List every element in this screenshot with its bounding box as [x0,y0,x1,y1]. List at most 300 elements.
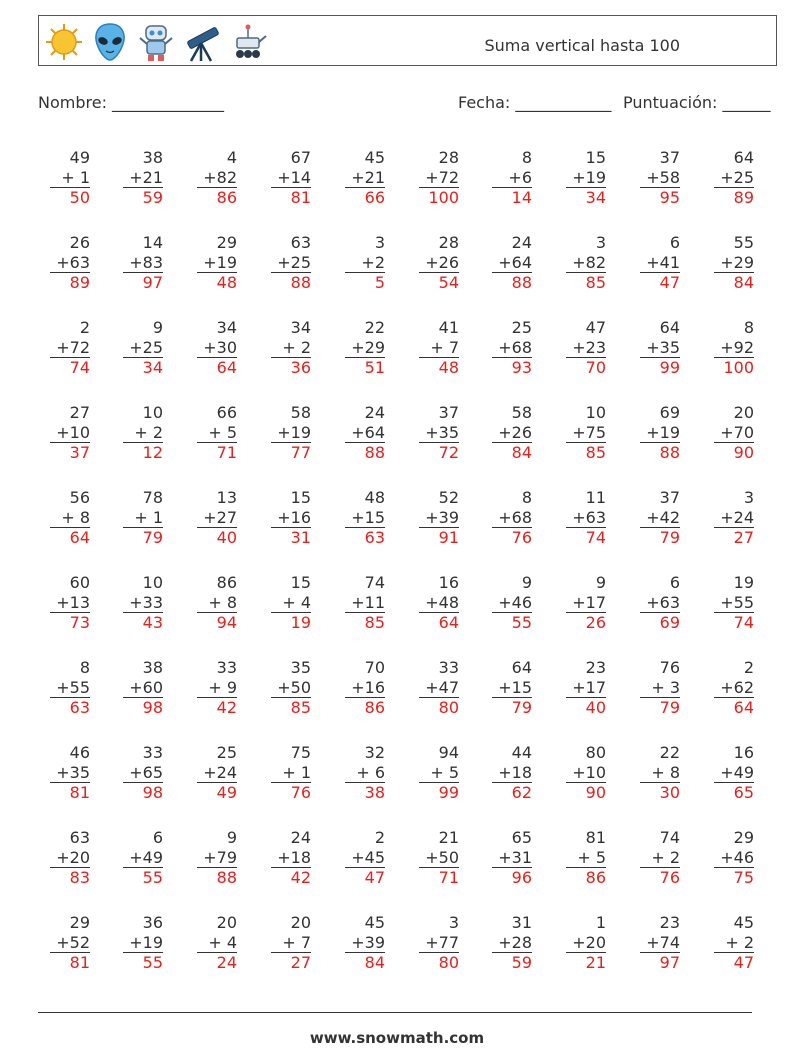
answer: 86 [585,868,606,887]
addend-bottom: +39 [419,508,459,529]
answer: 85 [364,613,385,632]
addend-bottom: +15 [345,508,385,529]
answer: 90 [733,443,754,462]
addend-top: 29 [733,828,754,847]
answer: 89 [69,273,90,292]
addend-bottom: +25 [271,253,311,274]
addition-problem [714,403,754,463]
addend-bottom: +55 [50,678,90,699]
worksheet-header [38,15,777,66]
addend-bottom: +46 [714,848,754,869]
answer: 99 [659,358,680,377]
problem-row [38,488,777,568]
addition-problem [345,828,385,888]
addition-problem [566,488,606,548]
answer: 34 [585,188,606,207]
answer: 51 [364,358,385,377]
addition-problem [50,318,90,378]
addend-bottom: +35 [50,763,90,784]
addend-bottom: +6 [492,168,532,189]
addend-bottom: + 2 [271,338,311,359]
addend-bottom: +19 [197,253,237,274]
addend-top: 86 [216,573,237,592]
addend-bottom: +16 [345,678,385,699]
addition-problem [271,743,311,803]
answer: 84 [733,273,754,292]
robot-icon [135,20,177,64]
addition-problem [419,488,459,548]
addend-bottom: +2 [345,253,385,274]
addition-problem [271,658,311,718]
addend-top: 31 [511,913,532,932]
addend-top: 6 [669,233,680,252]
addend-bottom: +25 [714,168,754,189]
addend-top: 11 [585,488,606,507]
answer: 34 [142,358,163,377]
addend-bottom: +19 [271,423,311,444]
addend-top: 9 [226,828,237,847]
addition-problem [197,828,237,888]
answer: 26 [585,613,606,632]
addition-problem [345,913,385,973]
addend-bottom: +63 [50,253,90,274]
addend-top: 76 [659,658,680,677]
addition-problem [419,403,459,463]
addition-problem [640,573,680,633]
problem-row [38,233,777,313]
answer: 83 [69,868,90,887]
addition-problem [492,148,532,208]
addition-problem [50,828,90,888]
addend-bottom: +18 [492,763,532,784]
answer: 84 [364,953,385,972]
addend-bottom: + 1 [123,508,163,529]
addition-problem [197,318,237,378]
addend-top: 16 [438,573,459,592]
answer: 76 [290,783,311,802]
addend-top: 81 [585,828,606,847]
answer: 91 [438,528,459,547]
addend-top: 23 [585,658,606,677]
addend-bottom: +10 [50,423,90,444]
addend-bottom: +68 [492,508,532,529]
addend-bottom: +14 [271,168,311,189]
problem-row [38,743,777,823]
addition-problem [345,148,385,208]
addition-problem [123,318,163,378]
addition-problem [640,488,680,548]
addition-problem [345,233,385,293]
answer: 74 [733,613,754,632]
addend-top: 26 [69,233,90,252]
answer: 79 [142,528,163,547]
answer: 73 [69,613,90,632]
answer: 38 [364,783,385,802]
answer: 95 [659,188,680,207]
addition-problem [419,658,459,718]
addition-problem [640,403,680,463]
addend-top: 74 [659,828,680,847]
addition-problem [271,403,311,463]
addition-problem [492,658,532,718]
answer: 84 [511,443,532,462]
addend-top: 10 [142,403,163,422]
addition-problem [640,233,680,293]
addend-top: 15 [290,488,311,507]
addend-top: 15 [585,148,606,167]
icon-strip [43,20,269,64]
addend-bottom: + 1 [271,763,311,784]
addend-top: 29 [69,913,90,932]
answer: 97 [142,273,163,292]
addition-problem [566,658,606,718]
answer: 88 [659,443,680,462]
addition-problem [123,573,163,633]
addition-problem [492,743,532,803]
addend-top: 45 [733,913,754,932]
problem-row [38,148,777,228]
addition-problem [345,488,385,548]
addend-bottom: +74 [640,933,680,954]
answer: 55 [142,868,163,887]
addend-top: 66 [216,403,237,422]
addend-bottom: +31 [492,848,532,869]
addition-problem [123,743,163,803]
addend-top: 1 [595,913,606,932]
answer: 90 [585,783,606,802]
addend-bottom: +75 [566,423,606,444]
addend-bottom: +29 [714,253,754,274]
addend-bottom: + 2 [640,848,680,869]
addend-top: 38 [142,148,163,167]
addend-top: 2 [374,828,385,847]
addend-top: 20 [733,403,754,422]
addend-bottom: +68 [492,338,532,359]
addend-top: 38 [142,658,163,677]
addition-problem [50,743,90,803]
answer: 98 [142,783,163,802]
answer: 63 [364,528,385,547]
answer: 37 [69,443,90,462]
addend-bottom: +27 [197,508,237,529]
addition-problem [123,233,163,293]
addend-bottom: +58 [640,168,680,189]
addend-top: 28 [438,233,459,252]
addend-bottom: +17 [566,678,606,699]
addition-problem [271,573,311,633]
addend-top: 28 [438,148,459,167]
answer: 59 [511,953,532,972]
addend-bottom: +19 [640,423,680,444]
addend-bottom: +24 [714,508,754,529]
addend-bottom: +72 [50,338,90,359]
addend-top: 10 [142,573,163,592]
addition-problem [492,828,532,888]
addend-top: 58 [290,403,311,422]
answer: 72 [438,443,459,462]
addend-bottom: +60 [123,678,163,699]
addition-problem [419,233,459,293]
answer: 43 [142,613,163,632]
addition-problem [714,658,754,718]
addend-top: 46 [69,743,90,762]
addend-top: 3 [595,233,606,252]
footer-divider [38,1012,752,1013]
answer: 97 [659,953,680,972]
answer: 64 [69,528,90,547]
addition-problem [566,403,606,463]
addend-bottom: +18 [271,848,311,869]
addition-problem [271,148,311,208]
answer: 77 [290,443,311,462]
addend-bottom: +64 [345,423,385,444]
addition-problem [714,488,754,548]
answer: 47 [733,953,754,972]
addend-bottom: +41 [640,253,680,274]
addend-top: 75 [290,743,311,762]
answer: 64 [216,358,237,377]
addend-bottom: +92 [714,338,754,359]
answer: 50 [69,188,90,207]
addend-bottom: +63 [566,508,606,529]
addend-bottom: +26 [492,423,532,444]
addend-top: 58 [511,403,532,422]
answer: 47 [364,868,385,887]
answer: 86 [216,188,237,207]
answer: 42 [216,698,237,717]
addend-bottom: + 5 [419,763,459,784]
addend-top: 21 [438,828,459,847]
answer: 27 [733,528,754,547]
answer: 81 [69,783,90,802]
problem-row [38,403,777,483]
addition-problem [492,488,532,548]
addend-top: 64 [659,318,680,337]
answer: 94 [216,613,237,632]
addition-problem [50,233,90,293]
addend-bottom: +50 [271,678,311,699]
addend-bottom: +19 [566,168,606,189]
addition-problem [566,828,606,888]
addition-problem [123,488,163,548]
answer: 14 [511,188,532,207]
answer: 81 [290,188,311,207]
addend-bottom: + 8 [197,593,237,614]
answer: 36 [290,358,311,377]
addend-top: 60 [69,573,90,592]
answer: 76 [659,868,680,887]
answer: 63 [69,698,90,717]
problem-row [38,658,777,738]
addend-top: 37 [659,148,680,167]
answer: 85 [585,273,606,292]
answer: 99 [438,783,459,802]
addend-bottom: +17 [566,593,606,614]
addition-problem [271,913,311,973]
addend-bottom: +29 [345,338,385,359]
addend-top: 34 [216,318,237,337]
answer: 64 [733,698,754,717]
answer: 30 [659,783,680,802]
addend-top: 94 [438,743,459,762]
addition-problem [419,318,459,378]
answer: 80 [438,698,459,717]
addend-bottom: +62 [714,678,754,699]
answer: 55 [511,613,532,632]
addition-problem [714,828,754,888]
addend-bottom: +63 [640,593,680,614]
addend-bottom: +21 [123,168,163,189]
addend-top: 6 [669,573,680,592]
addend-bottom: +20 [566,933,606,954]
addend-bottom: +35 [419,423,459,444]
addend-bottom: + 7 [271,933,311,954]
addition-problem [345,403,385,463]
addend-top: 33 [142,743,163,762]
addition-problem [271,233,311,293]
addition-problem [123,148,163,208]
answer: 21 [585,953,606,972]
addend-bottom: +33 [123,593,163,614]
addition-problem [492,403,532,463]
answer: 98 [142,698,163,717]
addition-problem [419,913,459,973]
addend-top: 14 [142,233,163,252]
answer: 85 [585,443,606,462]
addition-problem [566,913,606,973]
addend-top: 16 [733,743,754,762]
addend-bottom: + 5 [197,423,237,444]
answer: 79 [511,698,532,717]
sun-icon [43,20,85,64]
answer: 79 [659,698,680,717]
addend-top: 3 [374,233,385,252]
addend-bottom: +52 [50,933,90,954]
addend-top: 8 [743,318,754,337]
answer: 54 [438,273,459,292]
addend-bottom: +65 [123,763,163,784]
addend-bottom: + 2 [123,423,163,444]
answer: 59 [142,188,163,207]
addend-bottom: +48 [419,593,459,614]
addition-problem [640,743,680,803]
addend-top: 47 [585,318,606,337]
addend-top: 9 [595,573,606,592]
addend-bottom: +23 [566,338,606,359]
answer: 12 [142,443,163,462]
addend-bottom: +82 [197,168,237,189]
addend-bottom: + 9 [197,678,237,699]
addend-bottom: +50 [419,848,459,869]
answer: 69 [659,613,680,632]
addend-bottom: +21 [345,168,385,189]
addend-bottom: +49 [714,763,754,784]
answer: 5 [374,273,385,292]
answer: 88 [216,868,237,887]
addition-problem [419,828,459,888]
answer: 49 [216,783,237,802]
answer: 76 [511,528,532,547]
addition-problem [419,573,459,633]
answer: 40 [585,698,606,717]
addend-top: 15 [290,573,311,592]
answer: 71 [216,443,237,462]
addend-top: 34 [290,318,311,337]
answer: 70 [585,358,606,377]
addition-problem [640,658,680,718]
addition-problem [123,828,163,888]
addend-top: 25 [216,743,237,762]
addend-bottom: +13 [50,593,90,614]
addend-bottom: +79 [197,848,237,869]
addition-problem [50,148,90,208]
addend-top: 64 [733,148,754,167]
addend-bottom: +39 [345,933,385,954]
addition-problem [345,573,385,633]
addend-bottom: + 4 [271,593,311,614]
answer: 55 [142,953,163,972]
addend-top: 52 [438,488,459,507]
problem-row [38,913,777,993]
answer: 65 [733,783,754,802]
addend-top: 9 [152,318,163,337]
addition-problem [50,913,90,973]
addend-top: 19 [733,573,754,592]
addend-top: 8 [79,658,90,677]
addend-bottom: + 3 [640,678,680,699]
addend-top: 49 [69,148,90,167]
addend-top: 64 [511,658,532,677]
answer: 79 [659,528,680,547]
addend-top: 44 [511,743,532,762]
addition-problem [197,913,237,973]
addition-problem [714,318,754,378]
addition-problem [714,148,754,208]
addend-top: 3 [743,488,754,507]
addend-bottom: +72 [419,168,459,189]
answer: 42 [290,868,311,887]
addition-problem [197,573,237,633]
addend-top: 6 [152,828,163,847]
problem-row [38,318,777,398]
addition-problem [197,403,237,463]
addition-problem [640,148,680,208]
addend-bottom: +82 [566,253,606,274]
addend-top: 20 [216,913,237,932]
addition-problem [345,658,385,718]
answer: 74 [69,358,90,377]
addend-top: 48 [364,488,385,507]
addition-problem [50,658,90,718]
answer: 89 [733,188,754,207]
addend-top: 4 [226,148,237,167]
rover-icon [227,20,269,64]
addition-problem [50,488,90,548]
addition-problem [566,148,606,208]
answer: 85 [290,698,311,717]
addend-bottom: + 1 [50,168,90,189]
addend-top: 45 [364,913,385,932]
addend-top: 78 [142,488,163,507]
answer: 88 [290,273,311,292]
addend-top: 63 [290,233,311,252]
answer: 88 [364,443,385,462]
addition-problem [271,318,311,378]
addend-bottom: +11 [345,593,385,614]
addition-problem [492,573,532,633]
answer: 80 [438,953,459,972]
addition-problem [640,828,680,888]
